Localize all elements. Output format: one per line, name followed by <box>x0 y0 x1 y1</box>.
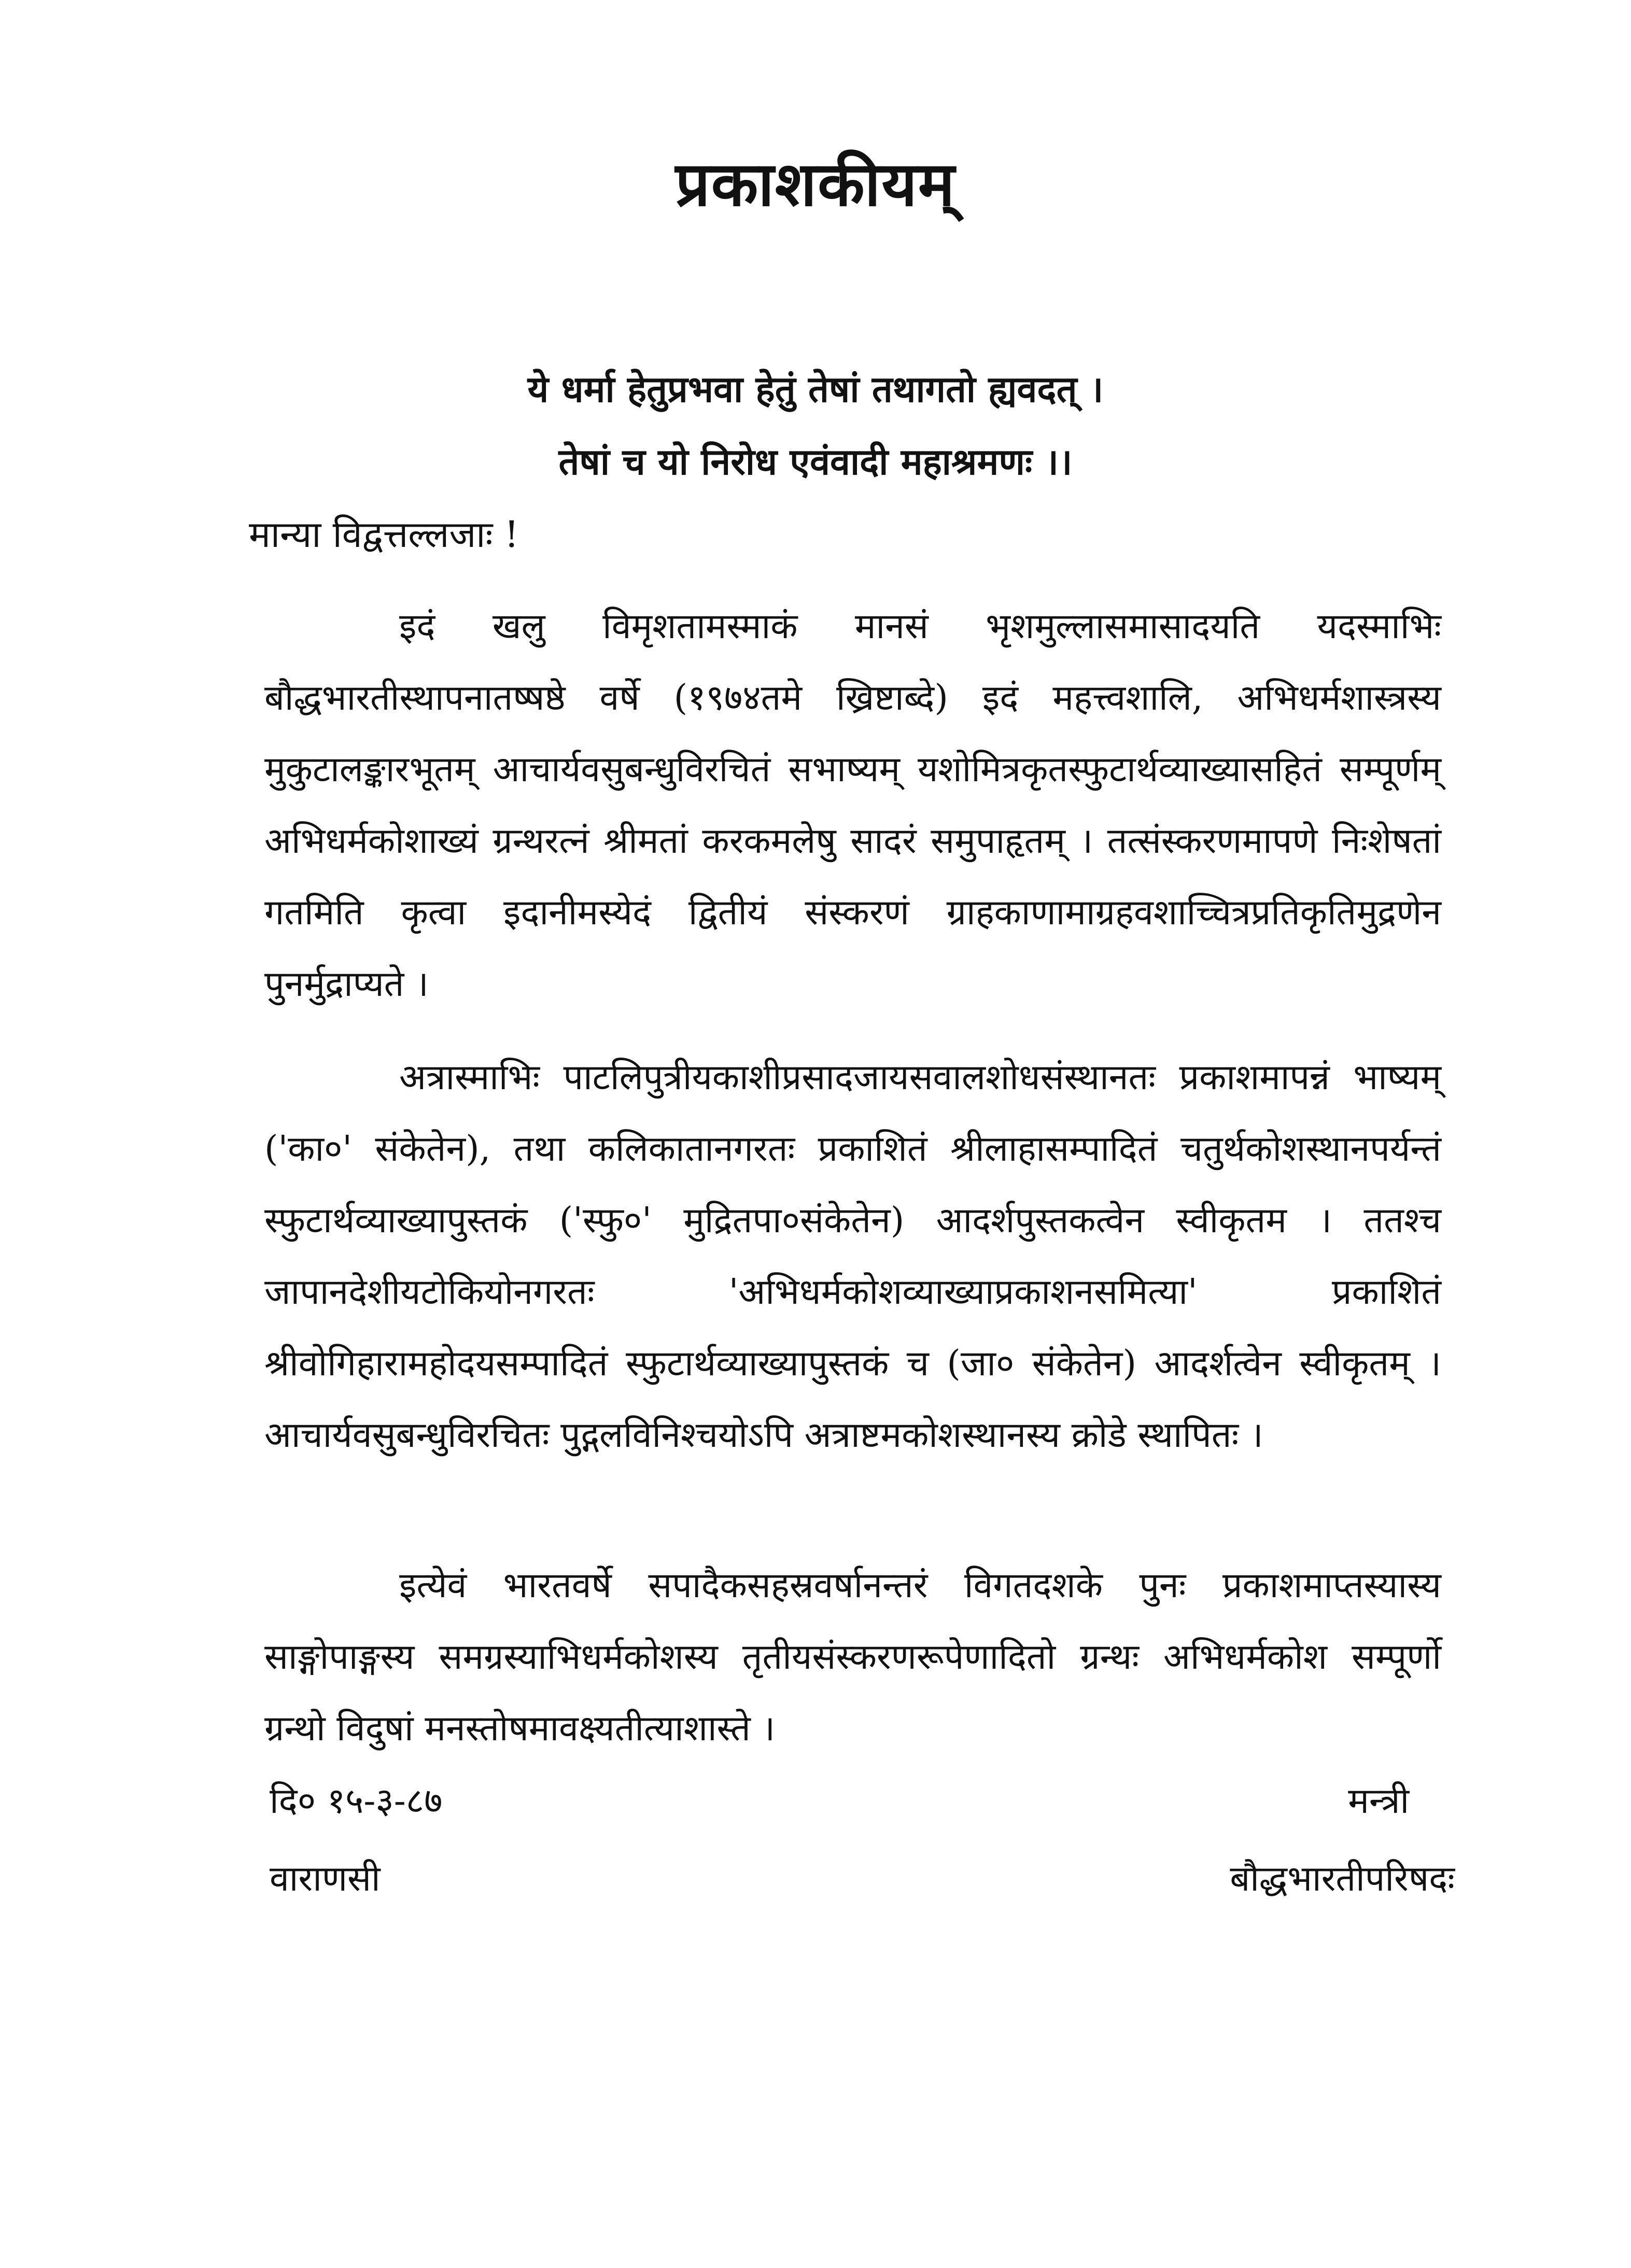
page-title: प्रकाशकीयम् <box>675 148 956 220</box>
place: वाराणसी <box>270 1858 381 1899</box>
paragraph-3: इत्येवं भारतवर्षे सपादैकसहस्रवर्षानन्तरं विगतदशके पुनः प्रकाशमाप्तस्यास्य साङ्गोपाङ्गस्य समग्रस्याभिधर्मकोशस्य तृतीयसंस्करणरूपेणादितो ग्रन्थः अभिधर्मकोश सम्पूर्णो ग्रन्थो विदुषां मनस्तोषमावक्ष्यतीत्याशास्ते । <box>264 1565 1441 1749</box>
salutation: मान्या विद्वत्तल्लजाः ! <box>249 513 519 556</box>
date: दि० १५-३-८७ <box>270 1781 443 1822</box>
verse-line-1: ये धर्मा हेतुप्रभवा हेतुं तेषां तथागतो ह्यवदत् । <box>527 368 1104 411</box>
verse-line-2: तेषां च यो निरोध एवंवादी महाश्रमणः ।। <box>558 440 1073 483</box>
footer-right <box>1230 1763 1455 1918</box>
paragraph-2: अत्रास्माभिः पाटलिपुत्रीयकाशीप्रसादजायसवालशोधसंस्थानतः प्रकाशमापन्नं भाष्यम् ('का०' संकेतेन), तथा कलिकातानगरतः प्रकाशितं श्रीलाहासम्पादितं चतुर्थकोशस्थानपर्यन्तं स्फुटार्थव्याख्यापुस्तकं ('स्फु०' मुद्रितपा०संकेतेन) आदर्शपुस्तकत्वेन स्वीकृतम । ततश्च जापानदेशीयटोकियोनगरतः 'अभिधर्मकोशव्याख्याप्रकाशनसमित्या' प्रकाशितं श्रीवोगिहारामहोदयसम्पादितं स्फुटार्थव्याख्यापुस्तकं च (जा० संकेतेन) आदर्शत्वेन स्वीकृतम् । आचार्यवसुबन्धुविरचितः पुद्गलविनिश्चयोऽपि अत्राष्टमकोशस्थानस्य क्रोडे स्थापितः । <box>264 1057 1441 1456</box>
paragraph-1: इदं खलु विमृशतामस्माकं मानसं भृशमुल्लासमासादयति यदस्माभिः बौद्धभारतीस्थापनातष्षष्ठे वर्षे (१९७४तमे ख्रिष्टाब्दे) इदं महत्त्वशालि, अभिधर्मशास्त्रस्य मुकुटालङ्कारभूतम् आचार्यवसुबन्धुविरचितं सभाष्यम् यशोमित्रकृतस्फुटार्थव्याख्यासहितं सम्पूर्णम् अभिधर्मकोशाख्यं ग्रन्थरत्नं श्रीमतां करकमलेषु सादरं समुपाहृतम् । तत्संस्करणमापणे निःशेषतां गतमिति कृत्वा इदानीमस्येदं द्वितीयं संस्करणं ग्राहकाणामाग्रहवशाच्चित्रप्रतिकृतिमुद्रणेन पुनर्मुद्राप्यते । <box>264 606 1441 1005</box>
footer-left <box>270 1763 442 1918</box>
designation: मन्त्री <box>1348 1781 1410 1822</box>
organization: बौद्धभारतीपरिषदः <box>1230 1858 1455 1899</box>
